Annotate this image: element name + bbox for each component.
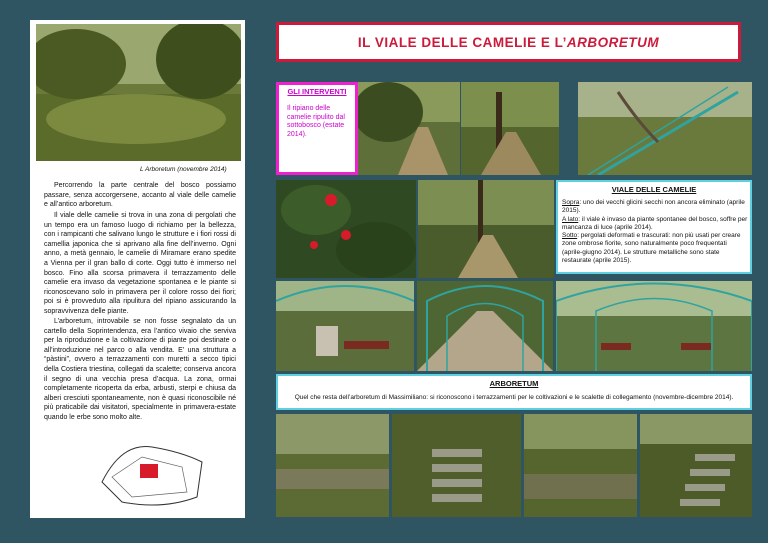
page-title: IL VIALE DELLE CAMELIE E L’ARBORETUM <box>357 34 660 50</box>
overgrown-path-photo <box>418 180 554 278</box>
cleared-terrace-photo-2 <box>461 82 559 175</box>
interventi-box <box>276 82 358 175</box>
intro-paragraph: Percorrendo la parte centrale del bosco possiamo passare, senza accorgersene, accanto al viale delle camelie e all’antico arboretum. <box>44 182 236 209</box>
arboretum-terrace-photo-1 <box>276 414 389 517</box>
arboretum-heading: ARBORETUM <box>489 379 539 388</box>
interventi-heading: GLI INTERVENTI <box>287 87 347 96</box>
viale-note-sopra: Sopra: uno dei vecchi glicini secchi non ancora eliminato (aprile 2015). <box>562 199 745 215</box>
viale-note-lato: A lato: il viale è invaso da piante spontanee del bosco, soffre per mancanza di luce (aprile 2014). <box>562 215 748 231</box>
overview-photo-caption: L Arboretum (novembre 2014) <box>140 166 227 173</box>
cleared-terrace-photo-1 <box>358 82 460 175</box>
arboretum-terrace-photo-2 <box>524 414 637 517</box>
left-panel <box>30 20 245 518</box>
arboretum-stairs-photo-1 <box>392 414 521 517</box>
arboretum-caption: Quel che resta dell’arboretum di Massimiliano: si riconoscono i terrazzamenti per le coltivazioni e le scalette di collegamento (novembre-dicembre 2014). <box>294 394 734 401</box>
restored-pergola-photo <box>556 281 752 371</box>
arboretum-overview-photo <box>36 24 241 161</box>
viale-note-sotto: Sotto: pergolati deformati e trascurati: non più usati per creare zone ombrose fiorite, sono naturalmente poco frequentati (aprile-giugno 2014). Le strutture metalliche sono state restaurate (aprile 2015). <box>562 232 741 265</box>
arboretum-stairs-photo-2 <box>640 414 752 517</box>
interventi-caption: Il ripiano delle camelie ripulito dal sottobosco (estate 2014). <box>287 105 345 138</box>
arboretum-paragraph: L’arboretum, introvabile se non fosse segnalato da un cartello della Soprintendenza, era l’antico vivaio che serviva per la riproduzione e la coltivazione di piante poi destinate o all’introduzione nel parco o alla vendita. E’ una struttura a “pàstini”, ovvero a terrazzamenti con muretti a secco tipici della Costiera triestina, collegati da scalette; conserva ancora il segno di una vecchia presa d’acqua. La zona, ormai completamente ricoperta da erba, arbusti, sterpi e chiusa da alberi cresciuti spontaneamente, non è quasi riconoscibile né più praticabile dai visitatori, specialmente in primavera-estate quando le erbe sono molto alte. <box>44 318 236 421</box>
pergola-walkway-photo <box>417 281 553 371</box>
camellia-paragraph: Il viale delle camelie si trova in una zona di pergolati che un tempo era un famoso luogo di richiamo per la bellezza, con i rampicanti che salivano lungo le strutture e i fiori rossi di camellia japonica che si aprivano alla fine dell’inverno. Ogni anno, a metà gennaio, le camelie di Miramare erano spedite a Vienna per il gran ballo di corte. Oggi tutto è immerso nel bosco. Fino alla scorsa primavera il terrazzamento delle camelie era invaso da vegetazione spontanea e le piante si riconoscevano solo in primavera per il colore rosso dei fiori; poi si è provveduto alla ripulitura del ripiano assicurando la sopravvivenza delle piante. <box>44 212 236 315</box>
wisteria-photo <box>578 82 752 175</box>
arboretum-box <box>276 374 752 410</box>
viale-box <box>556 180 752 274</box>
pergola-bench-photo <box>276 281 414 371</box>
camellia-flowers-photo <box>276 180 416 278</box>
viale-heading: VIALE DELLE CAMELIE <box>611 185 697 194</box>
title-banner <box>276 22 741 62</box>
location-map <box>92 422 212 514</box>
viale-notes <box>562 199 748 265</box>
